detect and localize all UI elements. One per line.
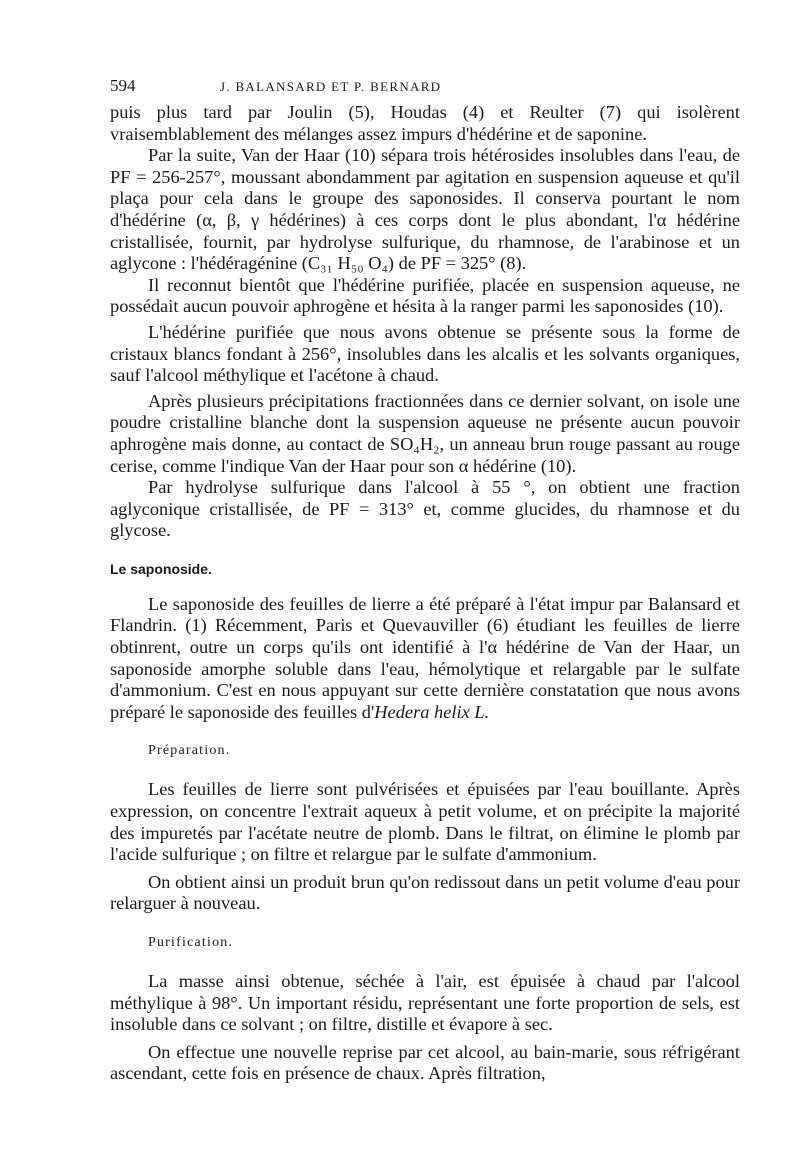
paragraph-van-der-haar: Par la suite, Van der Haar (10) sépara trois hétérosides insolubles dans l'eau, de PF = 256-257°, moussant abondamment par agitation en suspension aqueuse et qu'il plaça pour cela dans le groupe des saponosides. Il conserva pourtant le nom d'hédérine (α, β, γ hédérines) à ces corps dont le plus abondant, l'α hédérine cristallisée, fournit, par hydrolyse sulfurique, du rhamnose, de l'arabinose et un aglycone : l'hédéragénine (C₃₁ H₅₀ O₄) de PF = 325° (8). — [110, 145, 740, 274]
species-name: Hedera helix L. — [374, 701, 490, 722]
page — [110, 76, 740, 1085]
paragraph-continuation: puis plus tard par Joulin (5), Houdas (4) et Reulter (7) qui isolèrent vraisemblablement des mélanges assez impurs d'hédérine et de saponine. — [110, 102, 740, 144]
paragraph-preparation-1: Les feuilles de lierre sont pulvérisées et épuisées par l'eau bouillante. Après expression, on concentre l'extrait aqueux à petit volume, et on précipite la majorité des impuretés par l'acétate neutre de plomb. Dans le filtrat, on élimine le plomb par l'acide sulfurique ; on filtre et relargue par le sulfate d'ammonium. — [110, 779, 740, 865]
paragraph-hederine-purifiee: Il reconnut bientôt que l'hédérine purifiée, placée en suspension aqueuse, ne possédait aucun pouvoir aphrogène et hésita à la ranger parmi les saponosides (10). — [110, 274, 740, 317]
page-header — [110, 76, 740, 102]
paragraph-hydrolyse: Par hydrolyse sulfurique dans l'alcool à 55 °, on obtient une fraction aglyconique cristallisée, de PF = 313° et, comme glucides, du rhamnose et du glycose. — [110, 477, 740, 541]
subsection-title-purification: Purification. — [148, 935, 234, 950]
paragraph-preparation-2: On obtient ainsi un produit brun qu'on redissout dans un petit volume d'eau pour relarguer à nouveau. — [110, 871, 740, 914]
running-head: J. BALANSARD ET P. BERNARD — [220, 79, 442, 94]
paragraph-saponoside — [110, 594, 740, 724]
paragraph-purification-2: On effectue une nouvelle reprise par cet alcool, au bain-marie, sous réfrigérant ascendant, cette fois en présence de chaux. Après filtration, — [110, 1041, 740, 1084]
section-title-saponoside: Le saponoside. — [110, 560, 212, 577]
subsection-title-preparation: Préparation. — [148, 743, 231, 759]
paragraph-purification-1: La masse ainsi obtenue, séchée à l'air, est épuisée à chaud par l'alcool méthylique à 98°. Un important résidu, représentant une forte proportion de sels, est insoluble dans ce solvant ; on filtre, distille et évapore à sec. — [110, 971, 740, 1035]
saponoside-text: Le saponoside des feuilles de lierre a été préparé à l'état impur par Balansard et Flandrin. (1) Récemment, Paris et Quevauviller (6) étudiant les feuilles de lierre obtinrent, outre un corps qu'ils ont identifié à l'α hédérine de Van der Haar, un saponoside amorphe soluble dans l'eau, hémolytique et relargable par le sulfate d'ammonium. C'est en nous appuyant sur cette dernière constatation que nous avons préparé le saponoside des feuilles d' — [110, 593, 740, 722]
paragraph-precipitations: Après plusieurs précipitations fractionnées dans ce dernier solvant, on isole une poudre cristalline blanche dont la suspension aqueuse ne présente aucun pouvoir aphrogène mais donne, au contact de SO₄H₂, un anneau brun rouge passant au rouge cerise, comme l'indique Van der Haar pour son α hédérine (10). — [110, 390, 740, 476]
page-number: 594 — [110, 76, 136, 95]
paragraph-cristaux: L'hédérine purifiée que nous avons obtenue se présente sous la forme de cristaux blancs fondant à 256°, insolubles dans les alcalis et les solvants organiques, sauf l'alcool méthylique et l'acétone à chaud. — [110, 321, 740, 386]
